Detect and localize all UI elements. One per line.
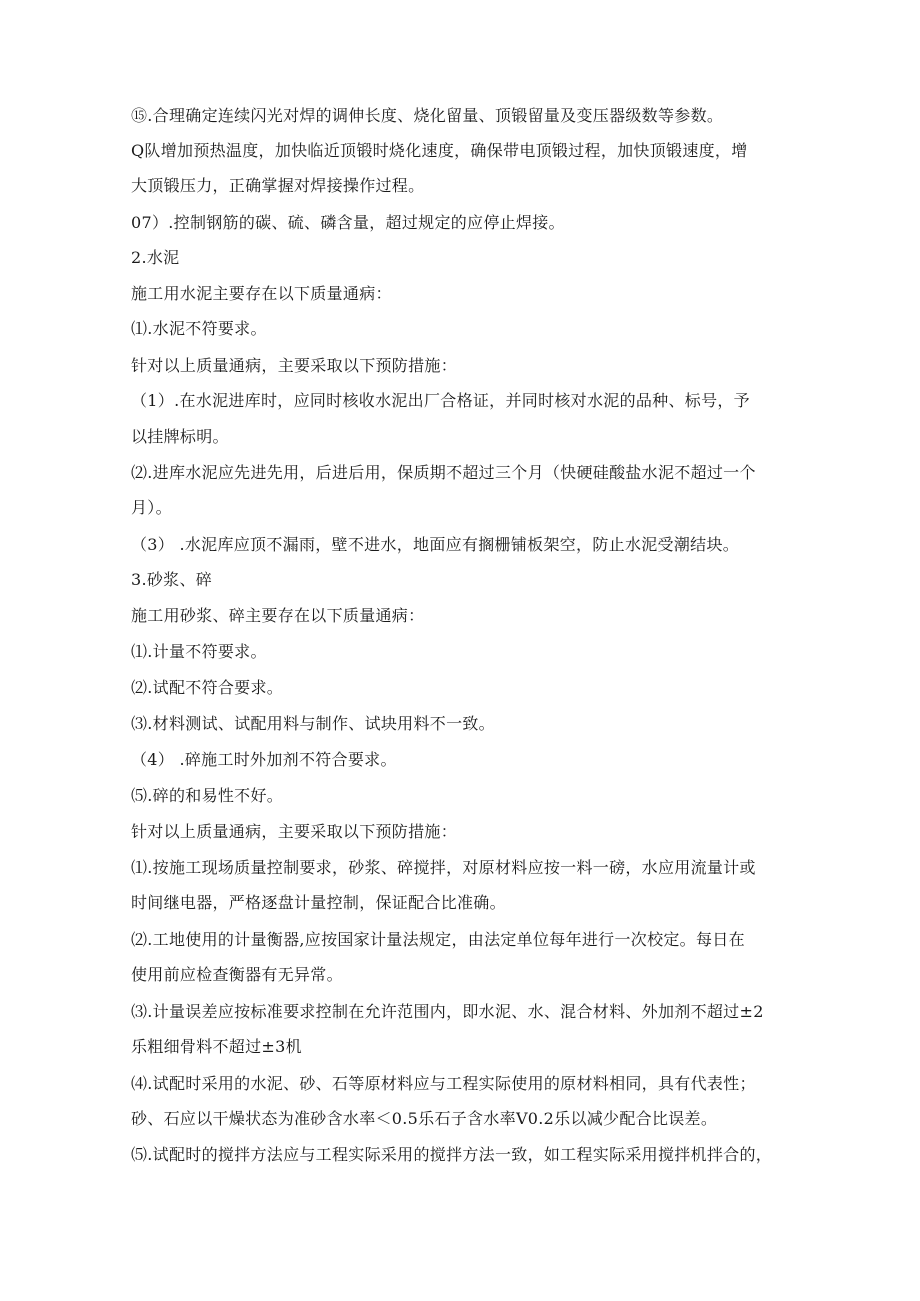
paragraph-line: ⑸.碎的和易性不好。 xyxy=(131,786,284,805)
paragraph-line: ⑵.工地使用的计量衡器,应按国家计量法规定，由法定单位每年进行一次校定。每日在 xyxy=(131,930,745,949)
paragraph-line: 针对以上质量通病，主要采取以下预防措施： xyxy=(131,356,458,375)
paragraph-line: 时间继电器，严格逐盘计量控制，保证配合比准确。 xyxy=(131,893,506,912)
paragraph-line: ⑵.试配不符合要求。 xyxy=(131,678,284,697)
paragraph-line: 针对以上质量通病，主要采取以下预防措施： xyxy=(131,822,458,841)
paragraph-line: ⑸.试配时的搅拌方法应与工程实际采用的搅拌方法一致，如工程实际采用搅拌机拌合的， xyxy=(131,1145,773,1164)
paragraph-line: 乐粗细骨料不超过±3机 xyxy=(131,1037,302,1056)
section-heading: 3.砂浆、碎 xyxy=(131,570,213,589)
paragraph-line: ⑴.水泥不符要求。 xyxy=(131,319,267,338)
paragraph-line: 07）.控制钢筋的碳、硫、磷含量，超过规定的应停止焊接。 xyxy=(131,213,565,232)
paragraph-line: 砂、石应以干燥状态为准砂含水率＜0.5乐石子含水率V0.2乐以减少配合比误差。 xyxy=(131,1109,718,1128)
paragraph-line: （1）.在水泥进库时，应同时核收水泥出厂合格证，并同时核对水泥的品种、标号，予 xyxy=(131,391,750,410)
paragraph-line: 以挂牌标明。 xyxy=(131,427,229,446)
paragraph-line: ⑮.合理确定连续闪光对焊的调伸长度、烧化留量、顶锻留量及变压器级数等参数。 xyxy=(131,106,724,125)
paragraph-line: 施工用砂浆、碎主要存在以下质量通病： xyxy=(131,606,425,625)
paragraph-line: Q队增加预热温度，加快临近顶锻时烧化速度，确保带电顶锻过程，加快顶锻速度，增 xyxy=(131,141,748,160)
paragraph-line: ⑴.按施工现场质量控制要求，砂浆、碎搅拌，对原材料应按一料一磅，水应用流量计或 xyxy=(131,858,756,877)
paragraph-line: ⑵.进库水泥应先进先用，后进后用，保质期不超过三个月（快硬硅酸盐水泥不超过一个 xyxy=(131,463,756,482)
paragraph-line: ⑴.计量不符要求。 xyxy=(131,642,267,661)
paragraph-line: （4） .碎施工时外加剂不符合要求。 xyxy=(131,750,397,769)
paragraph-line: 使用前应检查衡器有无异常。 xyxy=(131,965,343,984)
paragraph-line: ⑶.计量误差应按标准要求控制在允许范围内，即水泥、水、混合材料、外加剂不超过±2 xyxy=(131,1002,764,1021)
paragraph-line: ⑷.试配时采用的水泥、砂、石等原材料应与工程实际使用的原材料相同，具有代表性； xyxy=(131,1074,756,1093)
paragraph-line: 大顶锻压力，正确掌握对焊接操作过程。 xyxy=(131,176,425,195)
paragraph-line: ⑶.材料测试、试配用料与制作、试块用料不一致。 xyxy=(131,714,495,733)
paragraph-line: （3） .水泥库应顶不漏雨，壁不进水，地面应有搁栅铺板架空，防止水泥受潮结块。 xyxy=(131,535,740,554)
paragraph-line: 月）。 xyxy=(131,498,172,517)
paragraph-line: 施工用水泥主要存在以下质量通病： xyxy=(131,284,392,303)
section-heading: 2.水泥 xyxy=(131,248,180,267)
